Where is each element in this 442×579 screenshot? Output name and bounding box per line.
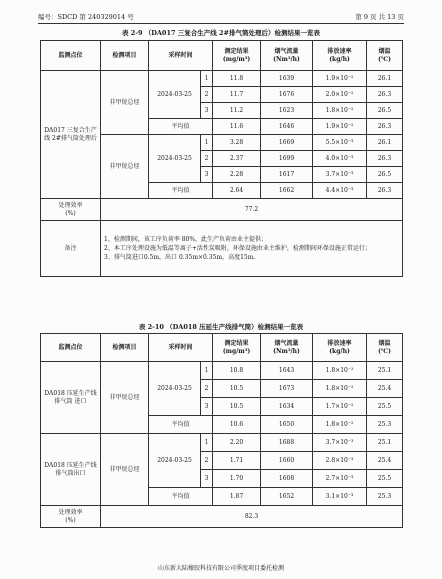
header-point: 监测点位 [41,41,101,71]
test-item: 非甲烷总烃 [101,434,149,506]
header-rate: 排放速率 (kg/h) [313,334,367,362]
table-header-row [41,334,403,362]
header-temp: 烟温 (℃) [367,334,403,362]
header-rate: 排放速率 (kg/h) [313,41,367,71]
header-temp: 烟温 (℃) [367,41,403,71]
table-row: 2 11.7 1676 2.0×10⁻² 26.3 [41,87,403,103]
table-row: DA018 压延生产线排气筒 进口 非甲烷总烃 2024-03-25 1 10.8 1643 1.8×10⁻² 25.1 [41,362,403,380]
sampling-date: 2024-03-25 [149,135,201,183]
test-item: 非甲烷总烃 [101,362,149,434]
header-time: 采样时间 [149,334,213,362]
table-row: 2 2.37 1699 4.0×10⁻³ 26.3 [41,151,403,167]
table-row: 3 10.5 1634 1.7×10⁻² 25.5 [41,398,403,416]
notes-label: 备注 [41,221,101,277]
header-point: 监测点位 [41,334,101,362]
page-number: 第 9 页 共 13 页 [355,13,404,21]
header-item: 检测项目 [101,334,149,362]
table-row: 3 11.2 1623 1.8×10⁻² 26.5 [41,103,403,119]
monitoring-point: DA018 压延生产线排气筒 进口 [41,362,101,434]
table-row: 2 10.5 1673 1.8×10⁻² 25.4 [41,380,403,398]
sampling-date: 2024-03-25 [149,71,201,119]
efficiency-label: 处理效率 (%) [41,506,101,528]
header-conc: 测定结果 (mg/m³) [213,334,261,362]
page-footer: 山东新大陆橡胶科技有限公司季度项目委托检测 [157,565,284,572]
page-header [38,8,404,24]
efficiency-value: 77.2 [101,199,403,221]
efficiency-row [41,506,403,528]
table-row: 3 1.70 1608 2.7×10⁻³ 25.5 [41,470,403,488]
sampling-date: 2024-03-25 [149,362,201,416]
table-2-10 [40,333,403,528]
header-conc: 测定结果 (mg/m³) [213,41,261,71]
monitoring-point: DA018 压延生产线排气筒出口 [41,434,101,506]
average-row: 平均值 1.87 1652 3.1×10⁻³ 25.3 [41,488,403,506]
average-row: 平均值 2.64 1662 4.4×10⁻³ 26.3 [41,183,403,199]
average-row: 平均值 10.6 1650 1.8×10⁻² 25.3 [41,416,403,434]
efficiency-value: 82.3 [101,506,403,528]
notes-content: 1、检测期间，该工序负荷率 80%，此生产负荷由业主提供； 2、本工序处理设施为低温等离子+活性炭吸附，环保设施由业主维护，检测期间环保设施正常运行； 3、排气筒进口0.5m，出口 0.35m×0.35m，高度15m。 [101,221,403,277]
efficiency-label: 处理效率 (%) [41,199,101,221]
table-2-9 [40,40,403,277]
test-item: 非甲烷总烃 [101,135,149,199]
notes-row [41,221,403,277]
table-row: 3 2.28 1617 3.7×10⁻³ 26.5 [41,167,403,183]
table-row: 2 1.71 1660 2.8×10⁻³ 25.4 [41,452,403,470]
header-flow: 烟气流量 (Nm³/h) [261,41,313,71]
table-row: DA017 三复合生产线 2#排气筒处理后 非甲烷总烃 2024-03-25 1 11.8 1639 1.9×10⁻² 26.1 [41,71,403,87]
average-row: 平均值 11.6 1646 1.9×10⁻² 26.3 [41,119,403,135]
document-number: 编号：SDCD 第 240329014 号 [38,13,134,21]
efficiency-row [41,199,403,221]
table-2-10-caption: 表 2-10 （DA018 压延生产线排气筒）检测结果一览表 [138,323,304,331]
table-header-row [41,41,403,71]
header-time: 采样时间 [149,41,213,71]
sampling-date: 2024-03-25 [149,434,201,488]
monitoring-point: DA017 三复合生产线 2#排气筒处理后 [41,71,101,199]
header-item: 检测项目 [101,41,149,71]
table-row: DA018 压延生产线排气筒出口 非甲烷总烃 2024-03-25 1 2.20 1688 3.7×10⁻³ 25.1 [41,434,403,452]
table-row: 非甲烷总烃 2024-03-25 1 3.28 1669 5.5×10⁻³ 26.1 [41,135,403,151]
table-2-9-caption: 表 2-9 （DA017 三复合生产线 2#排气筒处理后）检测结果一览表 [121,29,320,37]
header-flow: 烟气流量 (Nm³/h) [261,334,313,362]
test-item: 非甲烷总烃 [101,71,149,135]
